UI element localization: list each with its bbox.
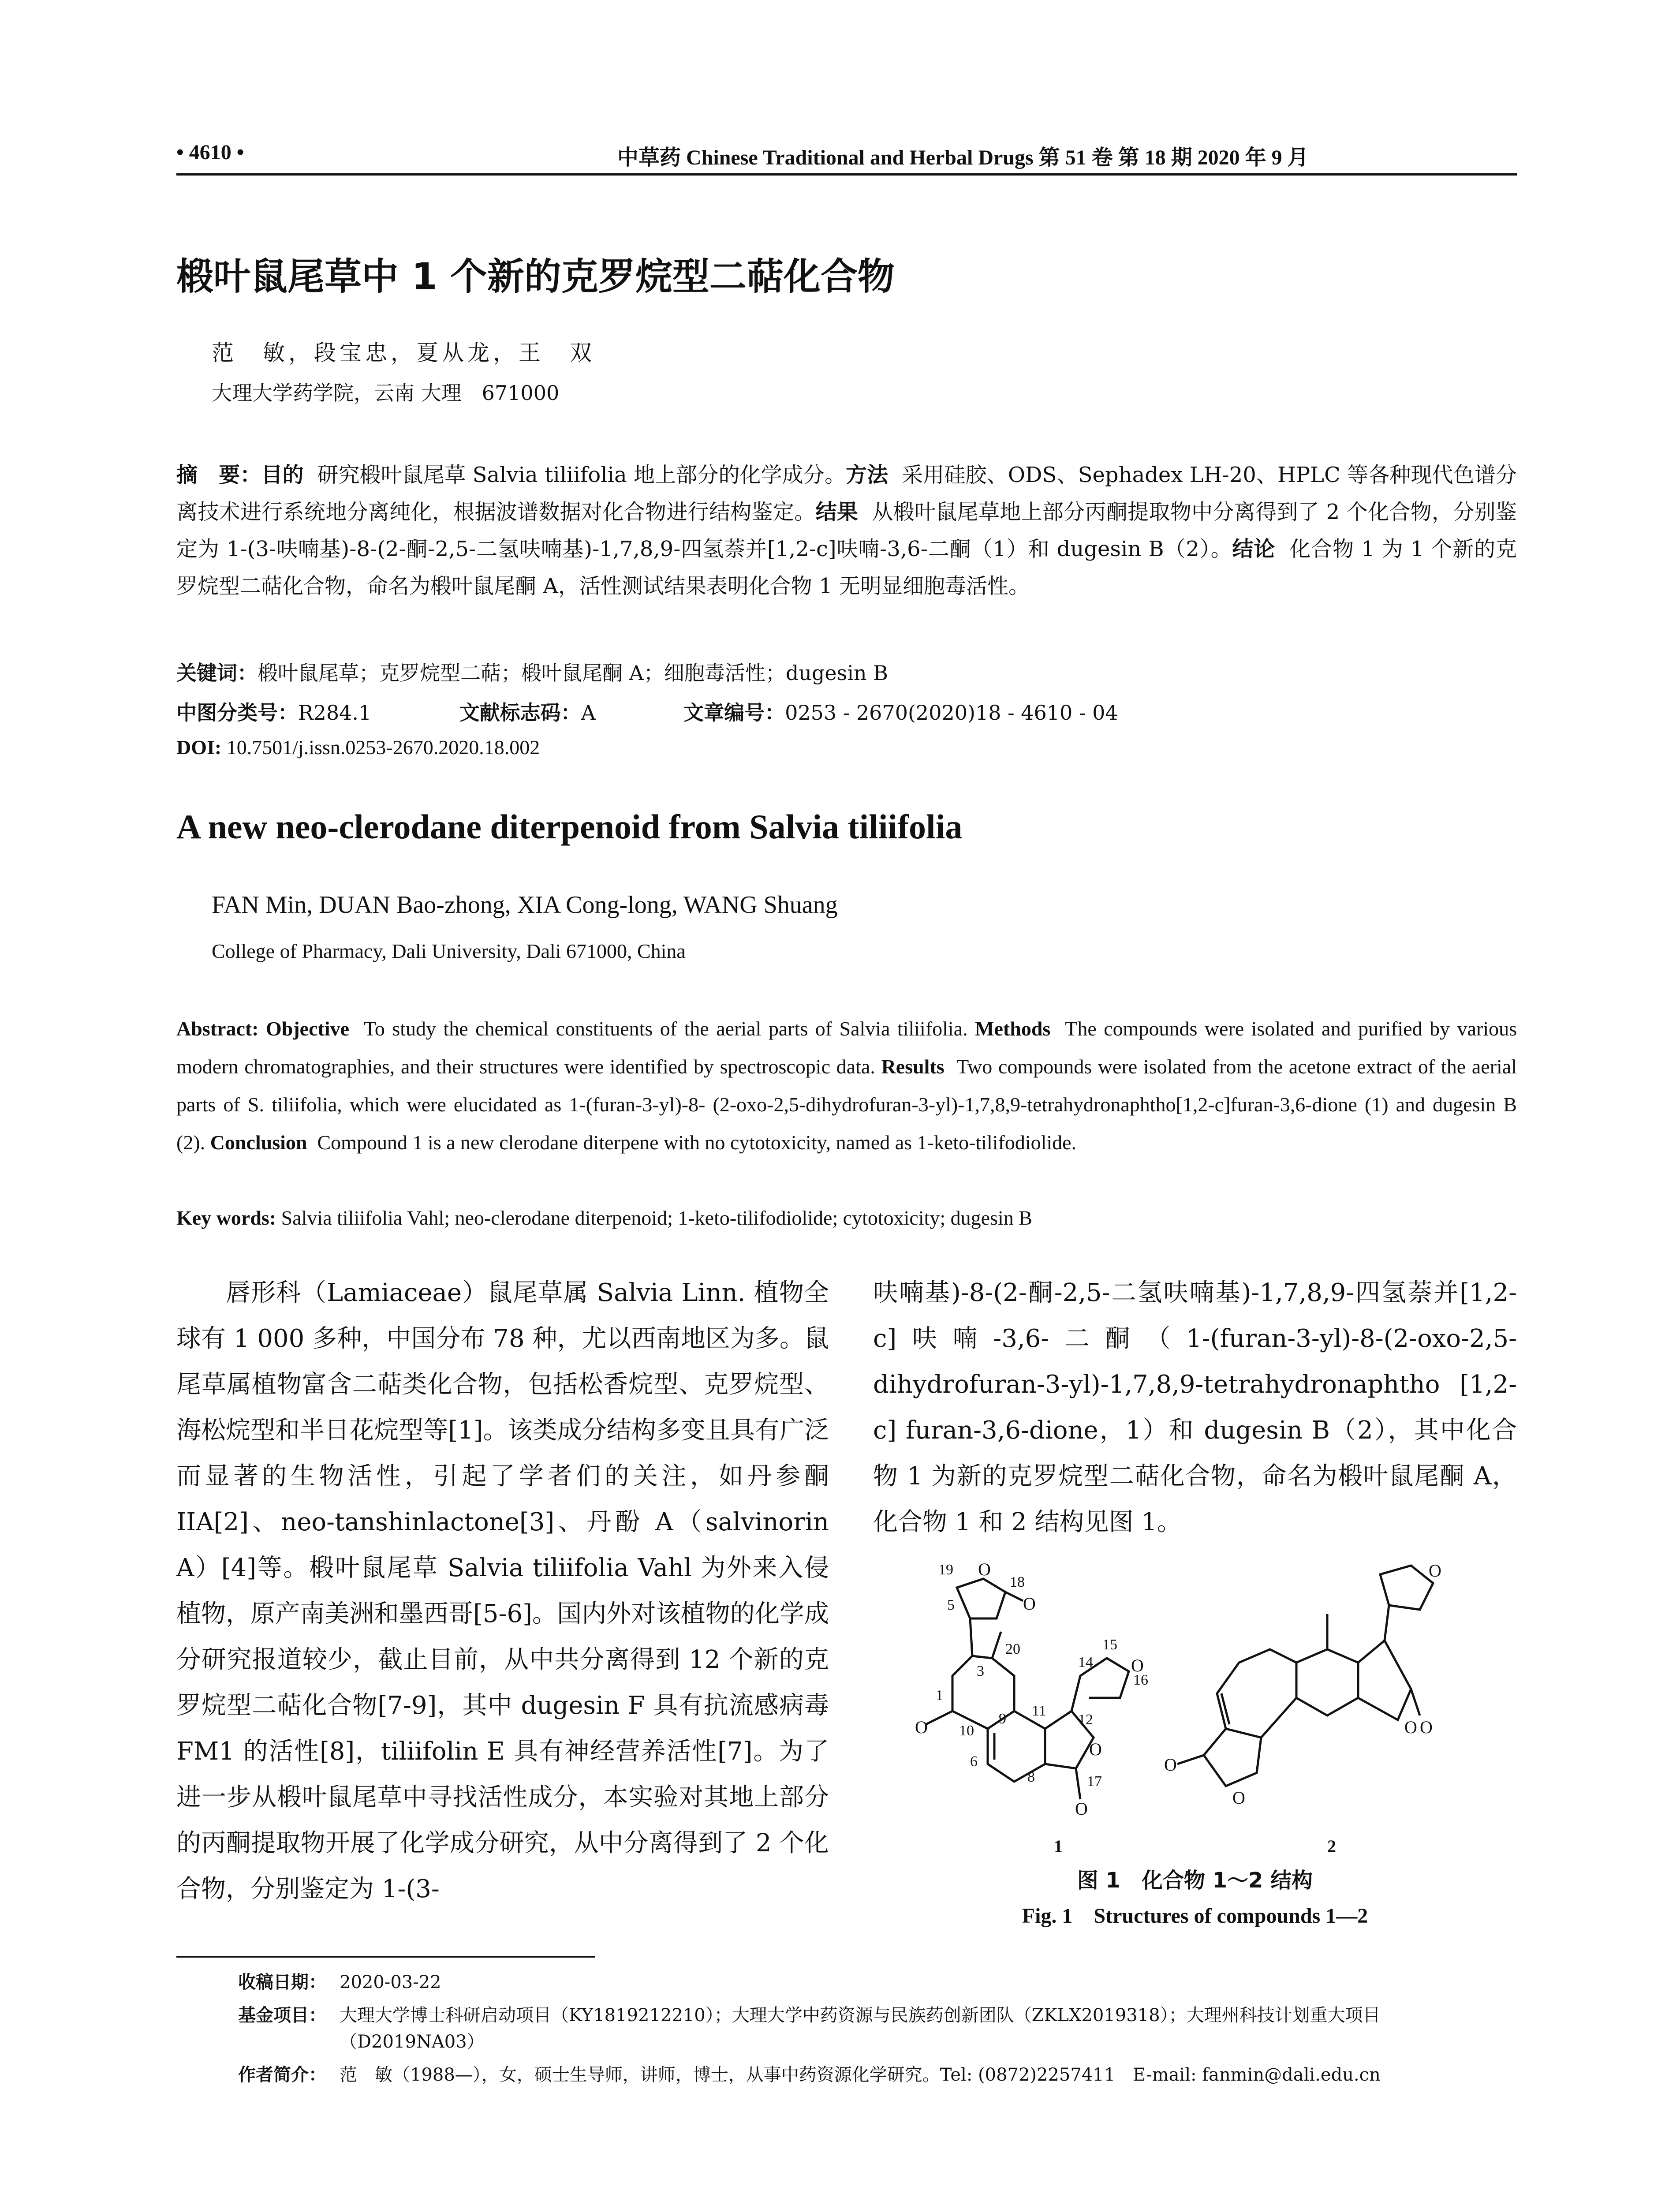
- carbonyl-bond-2a: [1177, 1755, 1204, 1764]
- doi-line: [176, 736, 540, 759]
- methods-label-en: Methods: [975, 1017, 1051, 1040]
- oxygen-label: O: [1023, 1594, 1036, 1614]
- compound-2-structure: [1177, 1566, 1433, 1786]
- header-rule: [176, 173, 1517, 176]
- butenolide-ring-1: [957, 1579, 1005, 1618]
- objective-cn: 研究椴叶鼠尾草 Salvia tiliifolia 地上部分的化学成分。: [317, 463, 846, 487]
- doi-value: 10.7501/j.issn.0253-2670.2020.18.002: [226, 736, 540, 759]
- affiliation-cn: 大理大学药学院，云南 大理 671000: [212, 381, 560, 405]
- footnote-fund: [176, 2002, 1517, 2055]
- figure-caption-cn: 图 1 化合物 1～2 结构: [1077, 1868, 1313, 1893]
- carbonyl-bond-17: [1076, 1768, 1080, 1799]
- keywords-cn-text: 椴叶鼠尾草；克罗烷型二萜；椴叶鼠尾酮 A；细胞毒活性；dugesin B: [258, 661, 888, 685]
- methods-cn: 采用硅胶、ODS、Sephadex LH-20、HPLC 等各种现代色谱分离技术进行系统地分离纯化，根据波谱数据对化合物进行结构鉴定。: [176, 463, 1517, 524]
- atom-label: 9: [999, 1711, 1006, 1727]
- oxygen-label: O: [915, 1717, 928, 1737]
- methods-en: The compounds were isolated and purified by various modern chromatographies, and their structures were identified by spectroscopic data.: [176, 1017, 1517, 1078]
- doi-label: DOI:: [176, 736, 222, 759]
- results-label-cn: 结果: [815, 500, 859, 524]
- results-en: Two compounds were isolated from the acetone extract of the aerial parts of S. tiliifolia, which were elucidated as 1-(furan-3-yl)-8- (2-oxo-2,5-dihydrofuran-3-yl)-1,7,8,9-tetrahydronaphtho[1,2-c]furan-3,6-dione (1) and dugesin B (2).: [176, 1055, 1517, 1154]
- atom-label: 16: [1133, 1672, 1148, 1688]
- atom-label: 17: [1087, 1773, 1102, 1790]
- oxygen-labels-2: [1164, 1561, 1441, 1808]
- article-number-value: 0253 - 2670(2020)18 - 4610 - 04: [785, 701, 1118, 725]
- oxygen-label: O: [1429, 1561, 1441, 1581]
- compound-1-label: 1: [1054, 1836, 1063, 1856]
- lactone-ring-2: [1358, 1641, 1411, 1720]
- footnote-received: [176, 1969, 1517, 1996]
- body-text-right-column: 呋喃基)-8-(2-酮-2,5-二氢呋喃基)-1,7,8,9-四氢萘并[1,2-c]呋喃-3,6-二酮（1-(furan-3-yl)-8-(2-oxo-2,5-dihydrofuran-3-yl)-1,7,8,9-tetrahydronaphtho [1,2-c] furan-3,6-dione，1）和 dugesin B（2），其中化合物 1 为新的克罗烷型二萜化合物，命名为椴叶鼠尾酮 A，化合物 1 和 2 结构见图 1。: [873, 1278, 1517, 1536]
- fund-text: 大理大学博士科研启动项目（KY1819212210）；大理大学中药资源与民族药创新团队（ZKLX2019318）；大理州科技计划重大项目（D2019NA03）: [340, 2005, 1381, 2052]
- journal-info: 中草药 Chinese Traditional and Herbal Drugs 第 51 卷 第 18 期 2020 年 9 月: [617, 146, 1309, 169]
- fund-label: 基金项目：: [238, 2005, 326, 2026]
- compound-1-labels: [936, 1562, 1148, 1790]
- received-label: 收稿日期：: [238, 1972, 326, 1992]
- doc-code-label: 文献标志码：: [459, 701, 581, 725]
- carbonyl-bond-18: [1005, 1592, 1023, 1601]
- author-bio-label: 作者简介：: [238, 2065, 326, 2085]
- abstract-en-label: Abstract:: [176, 1017, 259, 1040]
- results-label-en: Results: [881, 1055, 945, 1078]
- atom-label: 15: [1102, 1637, 1117, 1653]
- carbonyl-bond-2b: [1411, 1689, 1420, 1715]
- carbonyl-bond-1: [926, 1711, 952, 1724]
- objective-label-en: Objective: [265, 1017, 349, 1040]
- atom-label: 19: [938, 1562, 953, 1578]
- oxygen-label: O: [1164, 1755, 1177, 1775]
- keywords-cn: [176, 657, 888, 686]
- compound-2-label: 2: [1327, 1836, 1336, 1856]
- atom-label: 14: [1078, 1654, 1093, 1671]
- structures-figure: [900, 1548, 1508, 1857]
- bond-4-3: [970, 1618, 972, 1656]
- oxygen-label: O: [1075, 1799, 1088, 1819]
- keywords-en-text: Salvia tiliifolia Vahl; neo-clerodane diterpenoid; 1-keto-tilifodiolide; cytotoxicity; dugesin B: [281, 1207, 1032, 1229]
- atom-label: 10: [959, 1723, 974, 1739]
- keywords-en: [176, 1206, 1032, 1230]
- oxygen-label: O: [1089, 1739, 1102, 1759]
- author-bio: 范 敏（1988—），女，硕士生导师，讲师，博士，从事中药资源化学研究。Tel: (0872)2257411 E-mail: fanmin@dali.edu.cn: [340, 2065, 1381, 2085]
- lactone-ring-2b: [1204, 1729, 1261, 1786]
- abstract-cn: [176, 456, 1517, 605]
- title-en: A new neo-clerodane diterpenoid from Salvia tiliifolia: [176, 807, 963, 846]
- conclusion-cn: 化合物 1 为 1 个新的克罗烷型二萜化合物，命名为椴叶鼠尾酮 A，活性测试结果表明化合物 1 无明显细胞毒活性。: [176, 537, 1517, 598]
- atom-label: 18: [1010, 1574, 1025, 1590]
- results-cn: 从椴叶鼠尾草地上部分丙酮提取物中分离得到了 2 个化合物，分别鉴定为 1-(3-呋喃基)-8-(2-酮-2,5-二氢呋喃基)-1,7,8,9-四氢萘并[1,2-c]呋喃-3,6-二酮（1）和 dugesin B（2）。: [176, 500, 1517, 561]
- classification-line: [176, 697, 1118, 726]
- bond-furan-lactone: [1385, 1605, 1389, 1641]
- running-header: [176, 140, 1517, 167]
- conclusion-label-cn: 结论: [1232, 537, 1276, 561]
- received-date: 2020-03-22: [340, 1972, 441, 1992]
- methyl-bond-20: [992, 1632, 1001, 1658]
- oxygen-label: O: [1232, 1788, 1245, 1808]
- objective-label-cn: 目的: [261, 463, 304, 487]
- conclusion-en: Compound 1 is a new clerodane diterpene with no cytotoxicity, named as 1-keto-tilifodiolide.: [317, 1131, 1077, 1154]
- atom-label: 11: [1032, 1703, 1046, 1719]
- page-number: • 4610 •: [176, 141, 244, 164]
- footnote-rule: [176, 1956, 595, 1958]
- authors-en: FAN Min, DUAN Bao-zhong, XIA Cong-long, WANG Shuang: [212, 891, 838, 919]
- oxygen-label: O: [1131, 1656, 1144, 1675]
- atom-label: 12: [1078, 1712, 1093, 1728]
- atom-label: 5: [947, 1597, 955, 1613]
- methods-label-cn: 方法: [846, 463, 889, 487]
- oxygen-label: O: [1404, 1717, 1417, 1737]
- atom-label: 1: [936, 1687, 943, 1704]
- abstract-en: [176, 1010, 1517, 1162]
- objective-en: To study the chemical constituents of the aerial parts of Salvia tiliifolia.: [363, 1017, 968, 1040]
- body-text-left-column: 唇形科（Lamiaceae）鼠尾草属 Salvia Linn. 植物全球有 1 000 多种，中国分布 78 种，尤以西南地区为多。鼠尾草属植物富含二萜类化合物，包括松香烷型、克罗烷型、海松烷型和半日花烷型等[1]。该类成分结构多变且具有广泛而显著的生物活性，引起了学者们的关注，如丹参酮 IIA[2]、neo-tanshinlactone[3]、丹酚 A（salvinorin A）[4]等。椴叶鼠尾草 Salvia tiliifolia Vahl 为外来入侵植物，原产南美洲和墨西哥[5-6]。国内外对该植物的化学成分研究报道较少，截止目前，从中共分离得到 12 个新的克罗烷型二萜化合物[7-9]，其中 dugesin F 具有抗流感病毒 FM1 的活性[8]，tiliifolin E 具有神经营养活性[7]。为了进一步从椴叶鼠尾草中寻找活性成分，本实验对其地上部分的丙酮提取物开展了化学成分研究，从中分离得到了 2 个化合物，分别鉴定为 1-(3-: [176, 1278, 829, 1903]
- article-number-label: 文章编号：: [683, 701, 785, 725]
- oxygen-label: O: [978, 1559, 991, 1579]
- authors-cn: 范 敏，段宝忠，夏从龙，王 双: [212, 340, 595, 366]
- conclusion-label-en: Conclusion: [210, 1131, 307, 1154]
- atom-label: 6: [970, 1753, 978, 1770]
- affiliation-en: College of Pharmacy, Dali University, Dali 671000, China: [212, 940, 686, 962]
- keywords-cn-label: 关键词：: [176, 661, 258, 685]
- aromatic-ring-2: [1296, 1649, 1358, 1715]
- keywords-en-label: Key words:: [176, 1207, 276, 1229]
- furan-ring-2: [1380, 1566, 1433, 1610]
- doc-code-value: A: [581, 701, 596, 725]
- atom-label: 3: [977, 1663, 984, 1679]
- footnote-author: [176, 2062, 1517, 2088]
- clc-label: 中图分类号：: [176, 701, 298, 725]
- clc-value: R284.1: [298, 701, 372, 725]
- atom-label: 8: [1027, 1769, 1035, 1785]
- title-cn: 椴叶鼠尾草中 1 个新的克罗烷型二萜化合物: [176, 255, 895, 298]
- figure-caption-en: Fig. 1 Structures of compounds 1—2: [1022, 1904, 1368, 1928]
- oxygen-label: O: [1420, 1717, 1433, 1737]
- atom-label: 20: [1005, 1641, 1020, 1657]
- abstract-cn-label: 摘 要：: [176, 463, 261, 487]
